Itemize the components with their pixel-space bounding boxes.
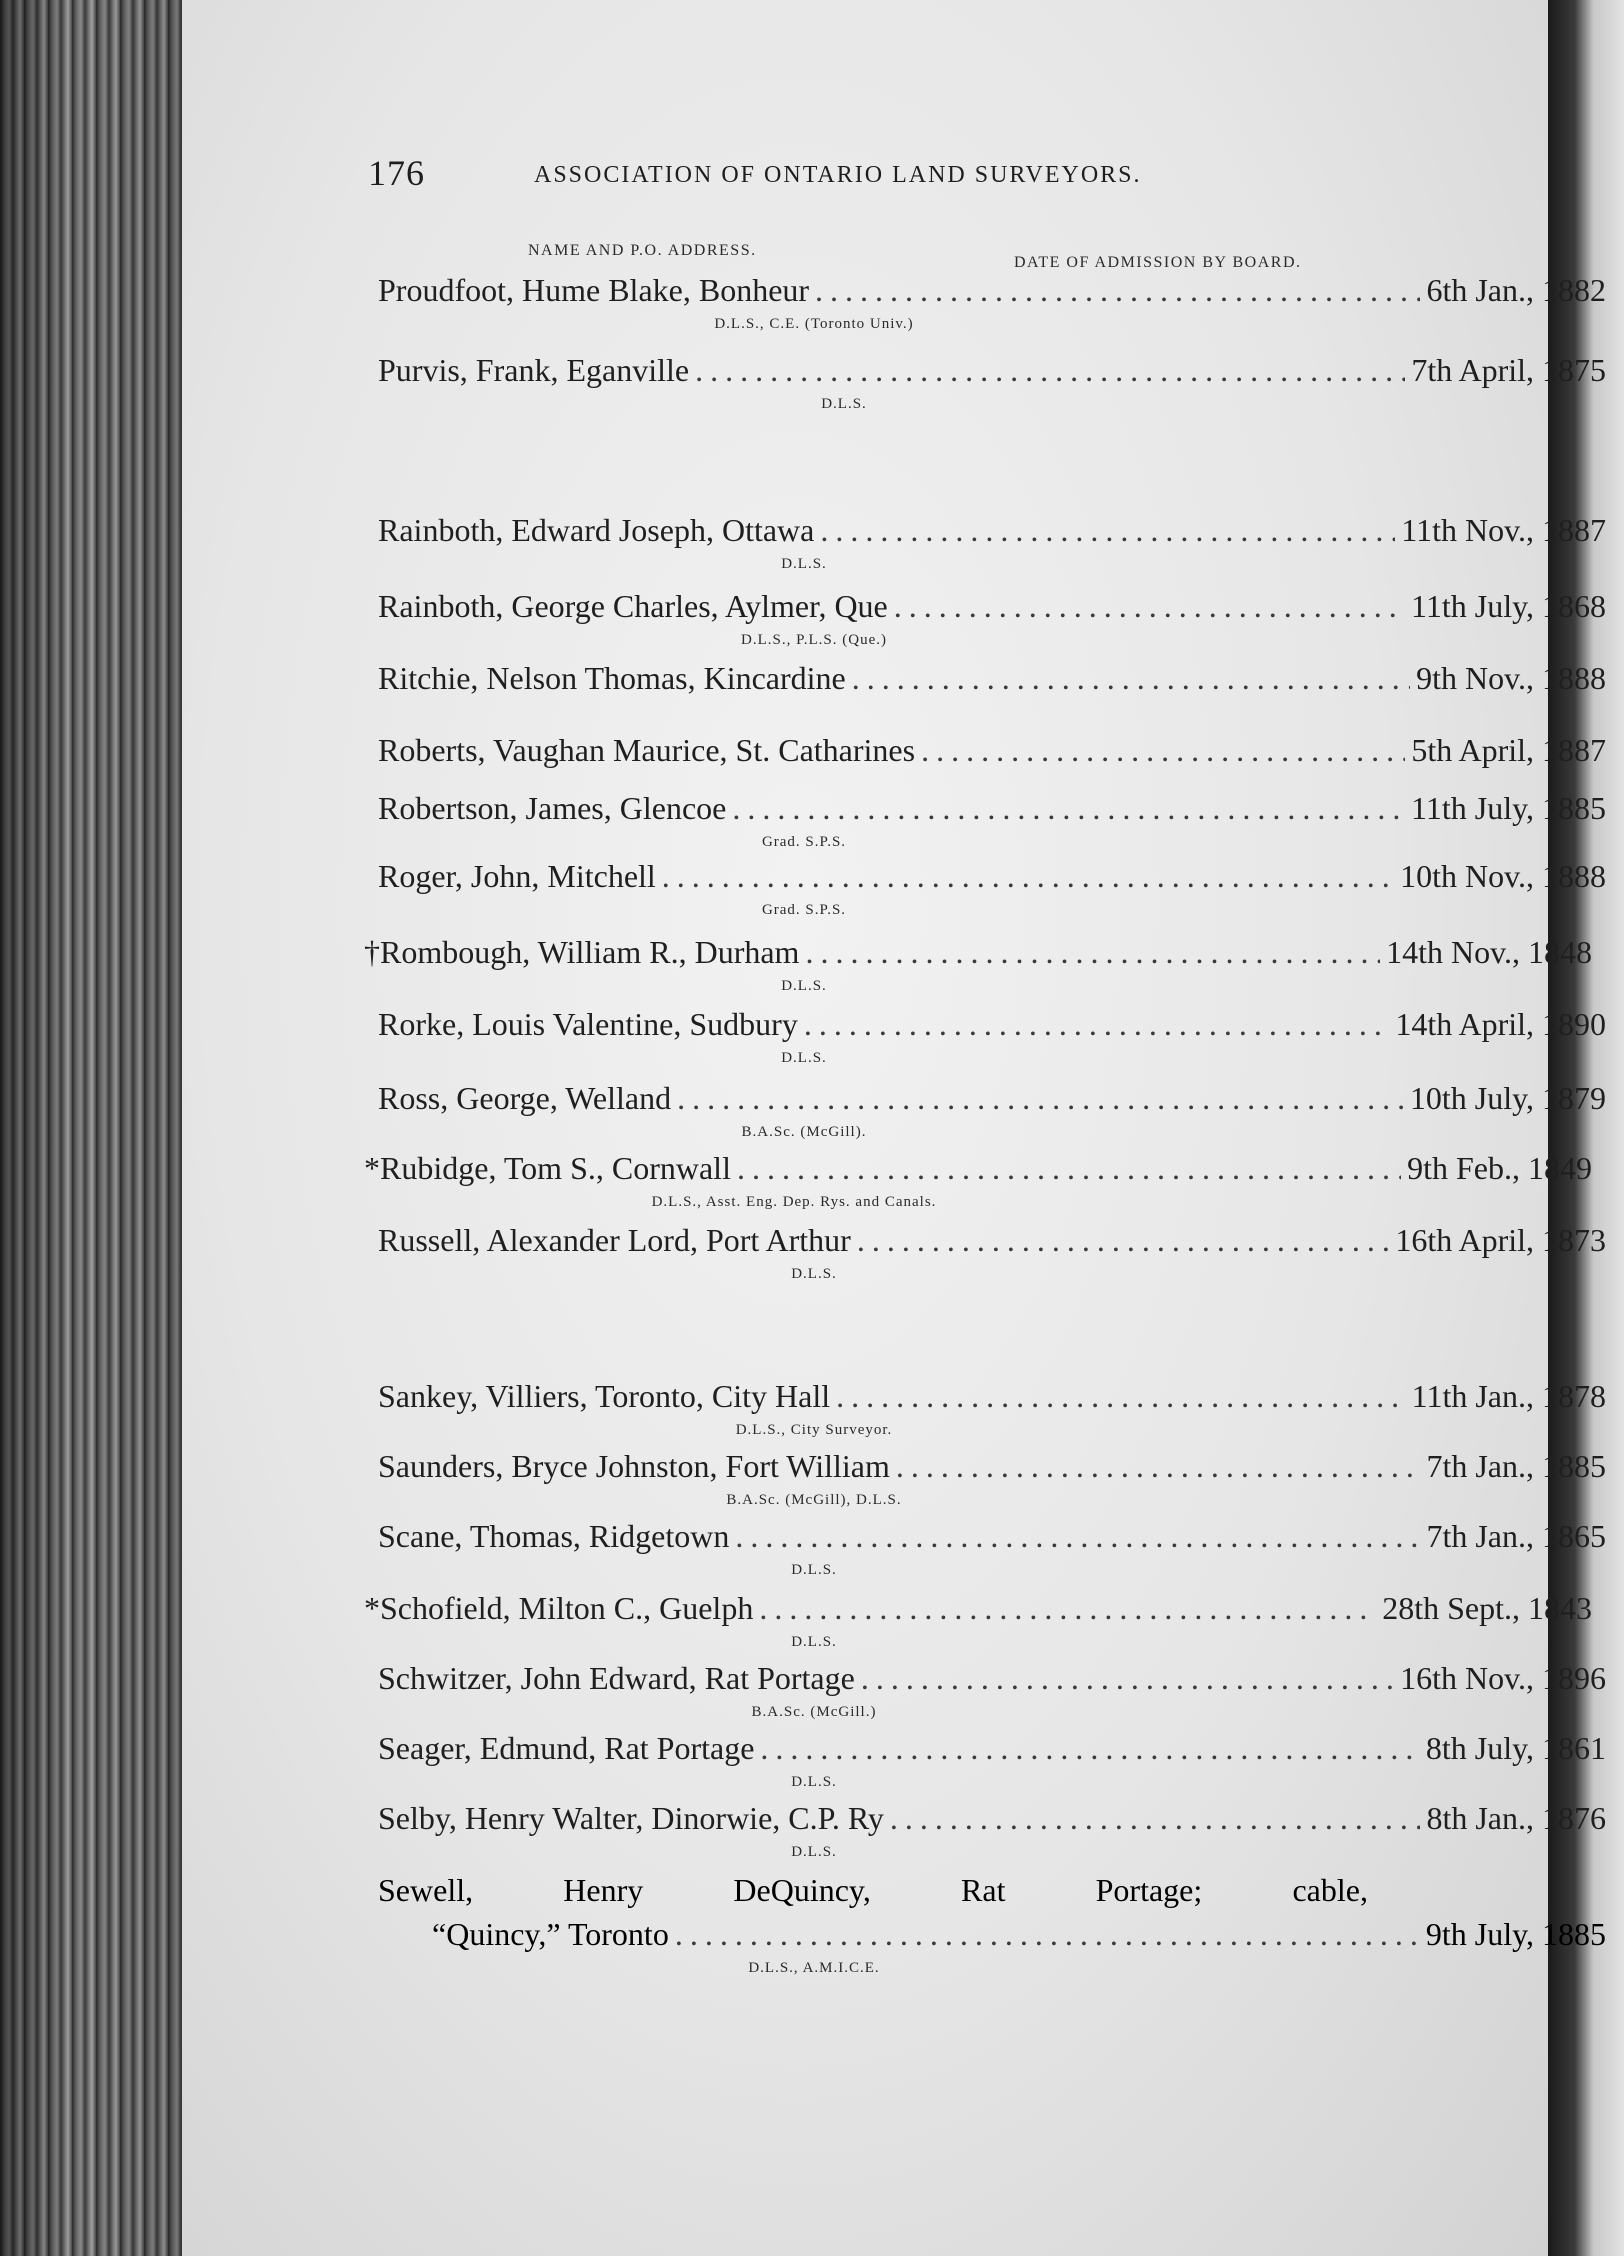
entry-qualification: D.L.S. [791,1774,837,1790]
list-item [182,1518,1606,1598]
entry-date: 7th Jan., 1885 [1426,1448,1606,1484]
entry-line [378,1222,1606,1262]
entry-qualification: D.L.S., P.L.S. (Que.) [740,632,887,648]
entry-line [378,588,1606,628]
entry-name: Ritchie, Nelson Thomas, Kincardine [378,660,846,696]
entry-line [378,512,1606,552]
entry-qualification: D.L.S. [791,1844,837,1860]
entry-date: 9th July, 1885 [1425,1916,1606,1952]
list-item [182,588,1606,668]
list-item [182,1872,1606,1976]
entry-qualification: D.L.S. [781,556,827,572]
dot-leader [732,790,1405,827]
entry-qualification: B.A.Sc. (McGill). [741,1124,867,1140]
entry-qualification: B.A.Sc. (McGill.) [751,1704,877,1720]
list-item [182,660,1606,740]
entry-name: Seager, Edmund, Rat Portage [378,1730,755,1766]
column-header-date: DATE OF ADMISSION BY BOARD. [1014,254,1302,271]
dot-leader [836,1378,1406,1415]
entry-name: Ross, George, Welland [378,1080,672,1116]
entry-line [378,352,1606,392]
entry-date: 10th July, 1879 [1409,1080,1606,1116]
running-title: ASSOCIATION OF ONTARIO LAND SURVEYORS. [534,162,1142,188]
entry-qualification: D.L.S. [781,978,827,994]
entry-name-word: DeQuincy, [733,1872,871,1908]
entry-name: Rorke, Louis Valentine, Sudbury [378,1006,798,1042]
list-item [182,1800,1606,1880]
dot-leader [805,934,1380,971]
entry-line [364,934,1592,974]
list-item [182,1660,1606,1740]
entry-qualification: D.L.S. [791,1562,837,1578]
entry-qualification: D.L.S., C.E. (Toronto Univ.) [714,316,914,332]
entry-line [378,272,1606,312]
entry-name-word: Rat [961,1872,1006,1908]
entry-date: 11th Nov., 1887 [1401,512,1606,548]
entry-qualification: D.L.S. [781,1050,827,1066]
entry-name: Proudfoot, Hume Blake, Bonheur [378,272,810,308]
entry-qualification: Grad. S.P.S. [761,834,847,850]
entry-qualification: D.L.S., A.M.I.C.E. [748,1960,880,1976]
list-item [182,1378,1606,1458]
entry-name: Rainboth, Edward Joseph, Ottawa [378,512,815,548]
entry-name: Scane, Thomas, Ridgetown [378,1518,730,1554]
page [182,0,1606,2256]
entry-line [378,660,1606,700]
entry-name: Purvis, Frank, Eganville [378,352,690,388]
entry-qualification: D.L.S., City Surveyor. [735,1422,893,1438]
entry-qualification: D.L.S. [821,396,867,412]
entry-name-word: Sewell, [378,1872,474,1908]
list-item [182,1222,1606,1302]
entry-date: 11th July, 1885 [1411,790,1606,826]
list-item [182,1150,1592,1230]
dot-leader [894,588,1405,625]
dot-leader [815,272,1420,309]
entry-date: 5th April, 1887 [1411,732,1606,768]
entry-date: 8th Jan., 1876 [1426,1800,1606,1836]
dot-leader [662,858,1394,895]
entry-date: 9th Nov., 1888 [1416,660,1606,696]
column-header-name: NAME AND P.O. ADDRESS. [528,242,757,259]
entry-line [378,1448,1606,1488]
entry-date: 28th Sept., 1843 [1382,1590,1592,1626]
entry-line [378,1080,1606,1120]
list-item [182,1730,1606,1810]
entry-date: 9th Feb., 1849 [1407,1150,1592,1186]
dot-leader [760,1730,1419,1767]
list-item [182,1590,1592,1670]
entry-date: 14th Nov., 1848 [1386,934,1592,970]
entry-name: Rainboth, George Charles, Aylmer, Que [378,588,888,624]
entry-date: 10th Nov., 1888 [1400,858,1606,894]
entry-line [378,732,1606,772]
dot-leader [852,660,1410,697]
list-item [182,934,1592,1014]
entry-name: Schwitzer, John Edward, Rat Portage [378,1660,855,1696]
entry-name-line1 [378,1872,1368,1912]
list-item [182,352,1606,432]
entry-qualification: D.L.S. [791,1266,837,1282]
entry-qualification: D.L.S. [791,1634,837,1650]
entry-name: Roger, John, Mitchell [378,858,656,894]
dot-leader [896,1448,1421,1485]
entry-qualification: D.L.S., Asst. Eng. Dep. Rys. and Canals. [651,1194,937,1210]
dot-leader [695,352,1405,389]
entry-line [378,1378,1606,1418]
page-number: 176 [368,153,425,193]
dot-leader [735,1518,1420,1555]
dot-leader [890,1800,1421,1837]
dot-leader [675,1916,1420,1953]
entry-name: †Rombough, William R., Durham [364,934,800,970]
list-item [182,1448,1606,1528]
entry-date: 11th Jan., 1878 [1411,1378,1606,1414]
dot-leader [677,1080,1404,1117]
dot-leader [820,512,1395,549]
entry-line [364,1590,1592,1630]
entry-date: 11th July, 1868 [1411,588,1606,624]
entry-date: 7th April, 1875 [1411,352,1606,388]
book-edge-shade [0,0,182,2256]
entry-date: 16th April, 1873 [1395,1222,1606,1258]
entry-name: “Quincy,” Toronto [432,1916,669,1952]
entry-date: 6th Jan., 1882 [1426,272,1606,308]
entry-line [378,858,1606,898]
entry-date: 8th July, 1861 [1425,1730,1606,1766]
entry-line [364,1150,1592,1190]
entry-name: Saunders, Bryce Johnston, Fort William [378,1448,890,1484]
entry-name: Roberts, Vaughan Maurice, St. Catharines [378,732,916,768]
entry-name: Russell, Alexander Lord, Port Arthur [378,1222,851,1258]
dot-leader [759,1590,1376,1627]
entry-name: *Schofield, Milton C., Guelph [364,1590,754,1626]
entry-date: 14th April, 1890 [1395,1006,1606,1042]
dot-leader [861,1660,1394,1697]
entry-line [378,1660,1606,1700]
list-item [182,1080,1606,1160]
entry-line [432,1916,1606,1956]
entry-name: *Rubidge, Tom S., Cornwall [364,1150,731,1186]
entry-name-word: cable, [1292,1872,1368,1908]
entry-line [378,1730,1606,1770]
entry-line [378,1800,1606,1840]
entry-name-word: Henry [563,1872,644,1908]
list-item [182,858,1606,938]
entry-line [378,790,1606,830]
list-item [182,512,1606,592]
dot-leader [857,1222,1390,1259]
dot-leader [737,1150,1401,1187]
entry-qualification: Grad. S.P.S. [761,902,847,918]
dot-leader [921,732,1405,769]
dot-leader [804,1006,1390,1043]
list-item [182,1006,1606,1086]
entry-name: Sankey, Villiers, Toronto, City Hall [378,1378,831,1414]
entry-name: Robertson, James, Glencoe [378,790,727,826]
entry-line [378,1006,1606,1046]
list-item [182,272,1606,352]
entry-line [378,1518,1606,1558]
entry-name: Selby, Henry Walter, Dinorwie, C.P. Ry [378,1800,884,1836]
entry-date: 7th Jan., 1865 [1426,1518,1606,1554]
entry-date: 16th Nov., 1896 [1400,1660,1606,1696]
entry-name-word: Portage; [1095,1872,1203,1908]
entry-qualification: B.A.Sc. (McGill), D.L.S. [726,1492,902,1508]
